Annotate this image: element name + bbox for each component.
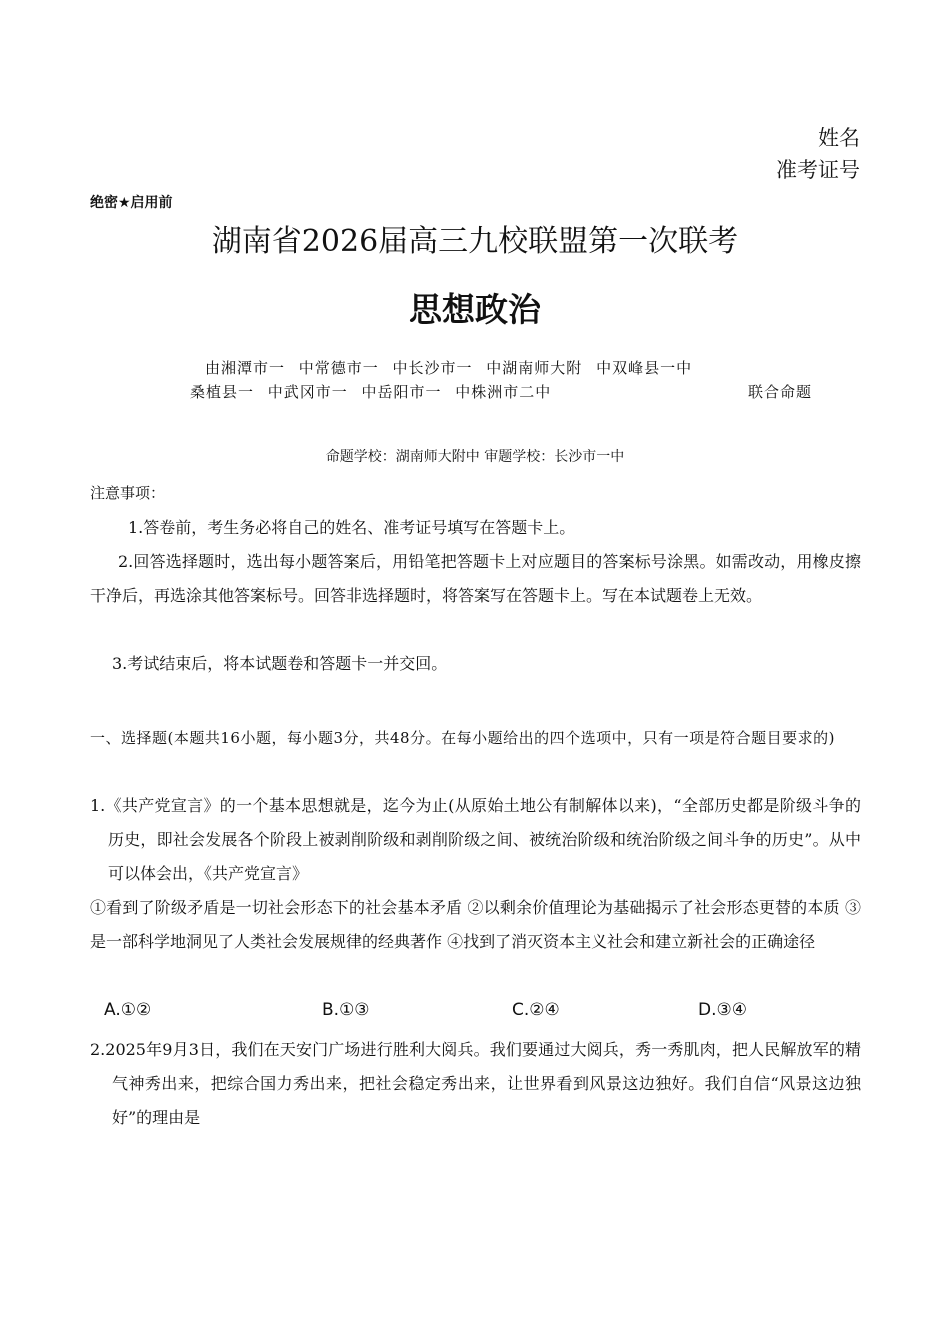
name-field-label: 姓名	[818, 126, 860, 150]
question-2-stem: 2.2025年9月3日，我们在天安门广场进行胜利大阅兵。我们要通过大阅兵，秀一秀肌肉，把人民解放军的精气神秀出来，把综合国力秀出来，把社会稳定秀出来，让世界看到风景这边独好。我们自信“风景这边独好”的理由是	[90, 1040, 861, 1127]
ticket-number-label: 准考证号	[776, 158, 860, 182]
option-a: A.①②	[104, 1000, 152, 1020]
question-1-stem: 1.《共产党宣言》的一个基本思想就是，迄今为止(从原始土地公有制解体以来)，“全部历史都是阶级斗争的历史，即社会发展各个阶段上被剥削阶级和剥削阶级之间、被统治阶级和统治阶级之间斗争的历史”。从中可以体会出，《共产党宣言》	[90, 796, 861, 883]
option-c: C.②④	[512, 1000, 560, 1020]
question-1-options	[104, 993, 864, 1027]
school-info: 命题学校：湖南师大附中 审题学校：长沙市一中	[325, 449, 625, 465]
schools-line-2: 桑植县一 中武冈市一 中岳阳市一 中株洲市二中	[190, 383, 552, 401]
joint-proposition-label: 联合命题	[748, 383, 813, 401]
section-heading: 一、选择题(本题共16小题，每小题3分，共48分。在每小题给出的四个选项中，只有一项是符合题目要求的)	[90, 729, 835, 747]
notice-item-2: 2.回答选择题时，选出每小题答案后，用铅笔把答题卡上对应题目的答案标号涂黑。如需改动，用橡皮擦干净后，再选涂其他答案标号。回答非选择题时，将答案写在答题卡上。写在本试题卷上无效。	[90, 552, 861, 605]
exam-title: 湖南省2026届高三九校联盟第一次联考	[211, 224, 739, 259]
subject-title: 思想政治	[409, 290, 541, 329]
option-b: B.①③	[322, 1000, 370, 1020]
schools-line-1: 由湘潭市一 中常德市一 中长沙市一 中湖南师大附 中双峰县一中	[205, 359, 693, 377]
notice-title: 注意事项：	[90, 484, 166, 502]
option-d: D.③④	[698, 1000, 747, 1020]
notice-item-1: 1.答卷前，考生务必将自己的姓名、准考证号填写在答题卡上。	[128, 518, 576, 537]
secret-mark: 绝密★启用前	[90, 195, 173, 211]
notice-item-3: 3.考试结束后，将本试题卷和答题卡一并交回。	[112, 654, 448, 673]
question-1-statements: ①看到了阶级矛盾是一切社会形态下的社会基本矛盾 ②以剩余价值理论为基础揭示了社会形态更替的本质 ③是一部科学地洞见了人类社会发展规律的经典著作 ④找到了消灭资本主义社会和建立新社会的正确途径	[90, 898, 861, 951]
